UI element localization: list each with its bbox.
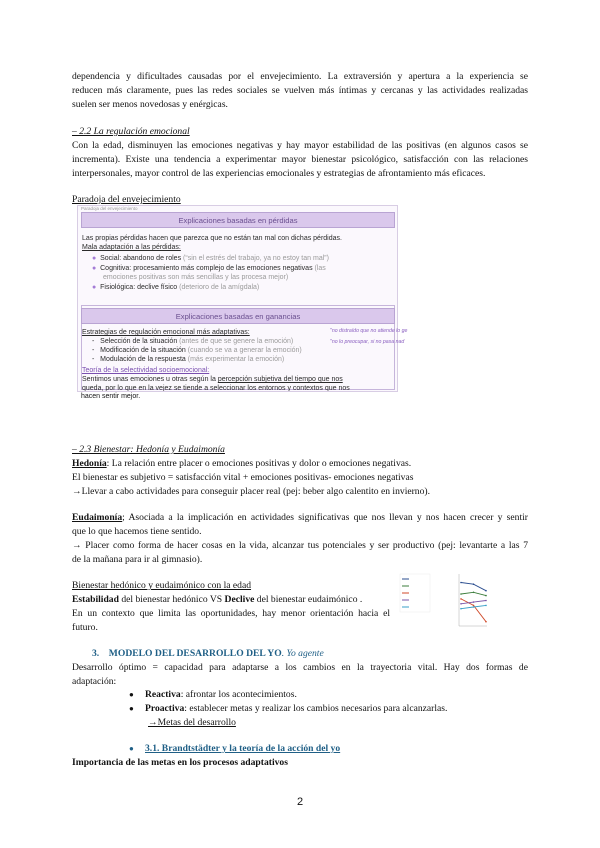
para-line: →Llevar a cabo actividades para conseguir placer real (pej: beber algo calentito en invierno). [72, 486, 430, 497]
data-point [460, 598, 462, 600]
para-line [72, 593, 392, 607]
fig-dash-line: - Modificación de la situación (cuando se va a generar la emoción) [92, 347, 302, 354]
para-text: : La relación entre placer o emociones positivas y dolor o emociones negativas. [106, 458, 412, 469]
data-point [473, 592, 475, 594]
bullet-dot-icon: ● [129, 704, 134, 713]
list-item-reactiva [145, 688, 525, 702]
para-line [72, 511, 528, 525]
list-item-proactiva [145, 702, 525, 716]
section-number: 3. [92, 648, 100, 659]
subheading-paradoja: Paradoja del envejecimiento [72, 194, 181, 205]
para-line: Con la edad, disminuyen las emociones negativas y hay mayor estabilidad de las positivas (en algunos casos se [72, 140, 528, 151]
para-line: Desarrollo óptimo = capacidad para adaptarse a los cambios en la trayectoria vital. Hay dos formas de [72, 662, 528, 673]
fig-bullet-line [92, 283, 259, 292]
term-declive: Declive [224, 594, 255, 605]
perdidas-header: Explicaciones basadas en pérdidas [81, 212, 395, 228]
side-note: "no lo preocupar, si no pasa nad [330, 339, 405, 345]
fig-text: Mala adaptación a las pérdidas: [82, 244, 181, 251]
data-point [485, 595, 487, 597]
fig-bullet-line [92, 264, 326, 273]
fig-dash-line: - Selección de la situación (antes de que se genere la emoción) [92, 338, 294, 345]
para-line: → Placer como forma de hacer cosas en la vida, alcanzar tus potenciales y ser productivo (pej: levantarte a las 7 [72, 540, 528, 551]
data-point [460, 593, 462, 595]
fig-text: , por lo que en la vejez se tiende a seleccionar los entornos y contextos que nos [101, 385, 350, 392]
data-point [485, 621, 487, 623]
data-point [485, 605, 487, 607]
para-line [72, 457, 528, 471]
fig-text: queda [82, 385, 102, 392]
term-reactiva: Reactiva [145, 689, 181, 700]
fig-text: (cuando se va a generar la emoción) [187, 347, 302, 354]
data-point [473, 606, 475, 608]
para-line: interpersonales, mayor control de las experiencias emocionales y estrategias de afrontamiento más eficaces. [72, 168, 486, 179]
fig-text: Cognitiva: procesamiento más complejo de las emociones negativas [100, 265, 315, 272]
fig-text: (más experimentar la emoción) [187, 356, 285, 363]
term-proactiva: Proactiva [145, 703, 185, 714]
fig-text [82, 375, 343, 384]
subsection-heading-3-1: 3.1. Brandtstädter y la teoría de la acción del yo [145, 743, 341, 754]
data-point [460, 603, 462, 605]
fig-text: percepción subjetiva del tiempo que nos [217, 376, 343, 383]
bullet-dot-icon: ● [129, 690, 134, 699]
figure-caption: Paradoja del envejecimiento [81, 206, 138, 211]
para-text: del bienestar eudaimónico . [254, 594, 363, 605]
subheading-importancia: Importancia de las metas en los procesos adaptativos [72, 757, 288, 768]
fig-bullet-line [92, 254, 329, 263]
data-point [473, 583, 475, 585]
para-text: : afrontar los acontecimientos. [180, 689, 297, 700]
fig-text: Teoría de la selectividad socioemocional: [82, 367, 210, 374]
para-line: dependencia y dificultades causadas por el envejecimiento. La extraversión y apertura a la experiencia se [72, 71, 528, 82]
para-text: ; Asociada a la implicación en actividades significativas que nos llevan y nos hacen crecer y sentir [122, 512, 528, 523]
section-heading-3 [92, 647, 548, 661]
para-line: El bienestar es subjetivo = satisfacción vital + emociones positivas- emociones negativas [72, 472, 414, 483]
fig-text: Fisiológica: declive físico [100, 284, 180, 291]
page-number: 2 [296, 796, 304, 808]
data-point [460, 608, 462, 610]
section-heading-2-3: – 2.3 Bienestar: Hedonía y Eudaimonía [72, 444, 225, 455]
section-title: MODELO DEL DESARROLLO DEL YO [108, 648, 282, 659]
data-point [473, 605, 475, 607]
para-line: futuro. [72, 622, 98, 633]
chart-legend [400, 574, 430, 612]
explicaciones-figure [77, 205, 398, 392]
fig-dash-line: - Modulación de la respuesta (más experimentar la emoción) [92, 356, 285, 363]
bienestar-line-chart [397, 568, 489, 636]
data-point [485, 590, 487, 592]
para-line: de la mañana para ir al gimnasio). [72, 554, 203, 565]
fig-text: (“sin el estrés del trabajo, ya no estoy tan mal”) [183, 255, 329, 262]
bullet-dot-icon: ● [92, 255, 97, 262]
para-line: En un contexto que limita las oportunidades, hay menor orientación hacia el [72, 608, 390, 619]
fig-text: (deterioro de la amígdala) [179, 284, 260, 291]
fig-text: (antes de que se genere la emoción) [179, 338, 294, 345]
metas-link [148, 716, 448, 730]
data-point [460, 582, 462, 584]
para-text: del bienestar hedónico VS [118, 594, 225, 605]
subheading-bienestar: Bienestar hedónico y eudaimónico con la edad [72, 580, 252, 591]
fig-text: hacen sentir mejor. [81, 393, 141, 400]
fig-text: Estrategias de regulación emocional más adaptativas: [82, 329, 250, 336]
term-estabilidad: Estabilidad [72, 594, 119, 605]
term-hedonia: Hedonía [72, 458, 107, 469]
bullet-dot-icon: ● [92, 265, 97, 272]
ganancias-header: Explicaciones basadas en ganancias [81, 308, 395, 324]
para-line: que lo que hacemos tiene sentido. [72, 526, 202, 537]
fig-text: Social: abandono de roles [100, 255, 184, 262]
para-line: suelen ser menos novedosas y enérgicas. [72, 99, 228, 110]
data-point [485, 600, 487, 602]
fig-text: Selección de la situación [100, 338, 180, 345]
fig-text: Modulación de la respuesta [100, 356, 188, 363]
para-text: : establecer metas y realizar los cambios necesarios para alcanzarlas. [184, 703, 448, 714]
fig-text: Sentimos unas emociones u otras según la [82, 376, 218, 383]
fig-text: Modificación de la situación [100, 347, 188, 354]
metas-text: →Metas del desarrollo [148, 717, 236, 728]
bullet-dot-icon: ● [129, 744, 134, 753]
para-line: incrementa). Existe una tendencia a experimentar mayor bienestar psicológico, satisfacción con las relaciones [72, 154, 528, 165]
fig-text: emociones positivas son más sencillas y las procesa mejor) [103, 274, 289, 281]
section-suffix: . Yo agente [281, 648, 324, 659]
data-point [473, 601, 475, 603]
fig-text: Las propias pérdidas hacen que parezca que no están tan mal con dichas pérdidas. [82, 235, 342, 242]
fig-text [82, 384, 350, 392]
fig-text: (las [314, 265, 326, 272]
para-line: reducen más claramente, pues las redes sociales se vuelven más íntimas y cercanas y las actividades realizadas [72, 85, 528, 96]
bullet-dot-icon: ● [92, 284, 97, 291]
section-heading-2-2: – 2.2 La regulación emocional [72, 126, 190, 137]
side-note: "no distraído que no atiende lo ge [330, 328, 408, 334]
term-eudaimonia: Eudaimonía [72, 512, 123, 523]
para-line: adaptación: [72, 676, 117, 687]
